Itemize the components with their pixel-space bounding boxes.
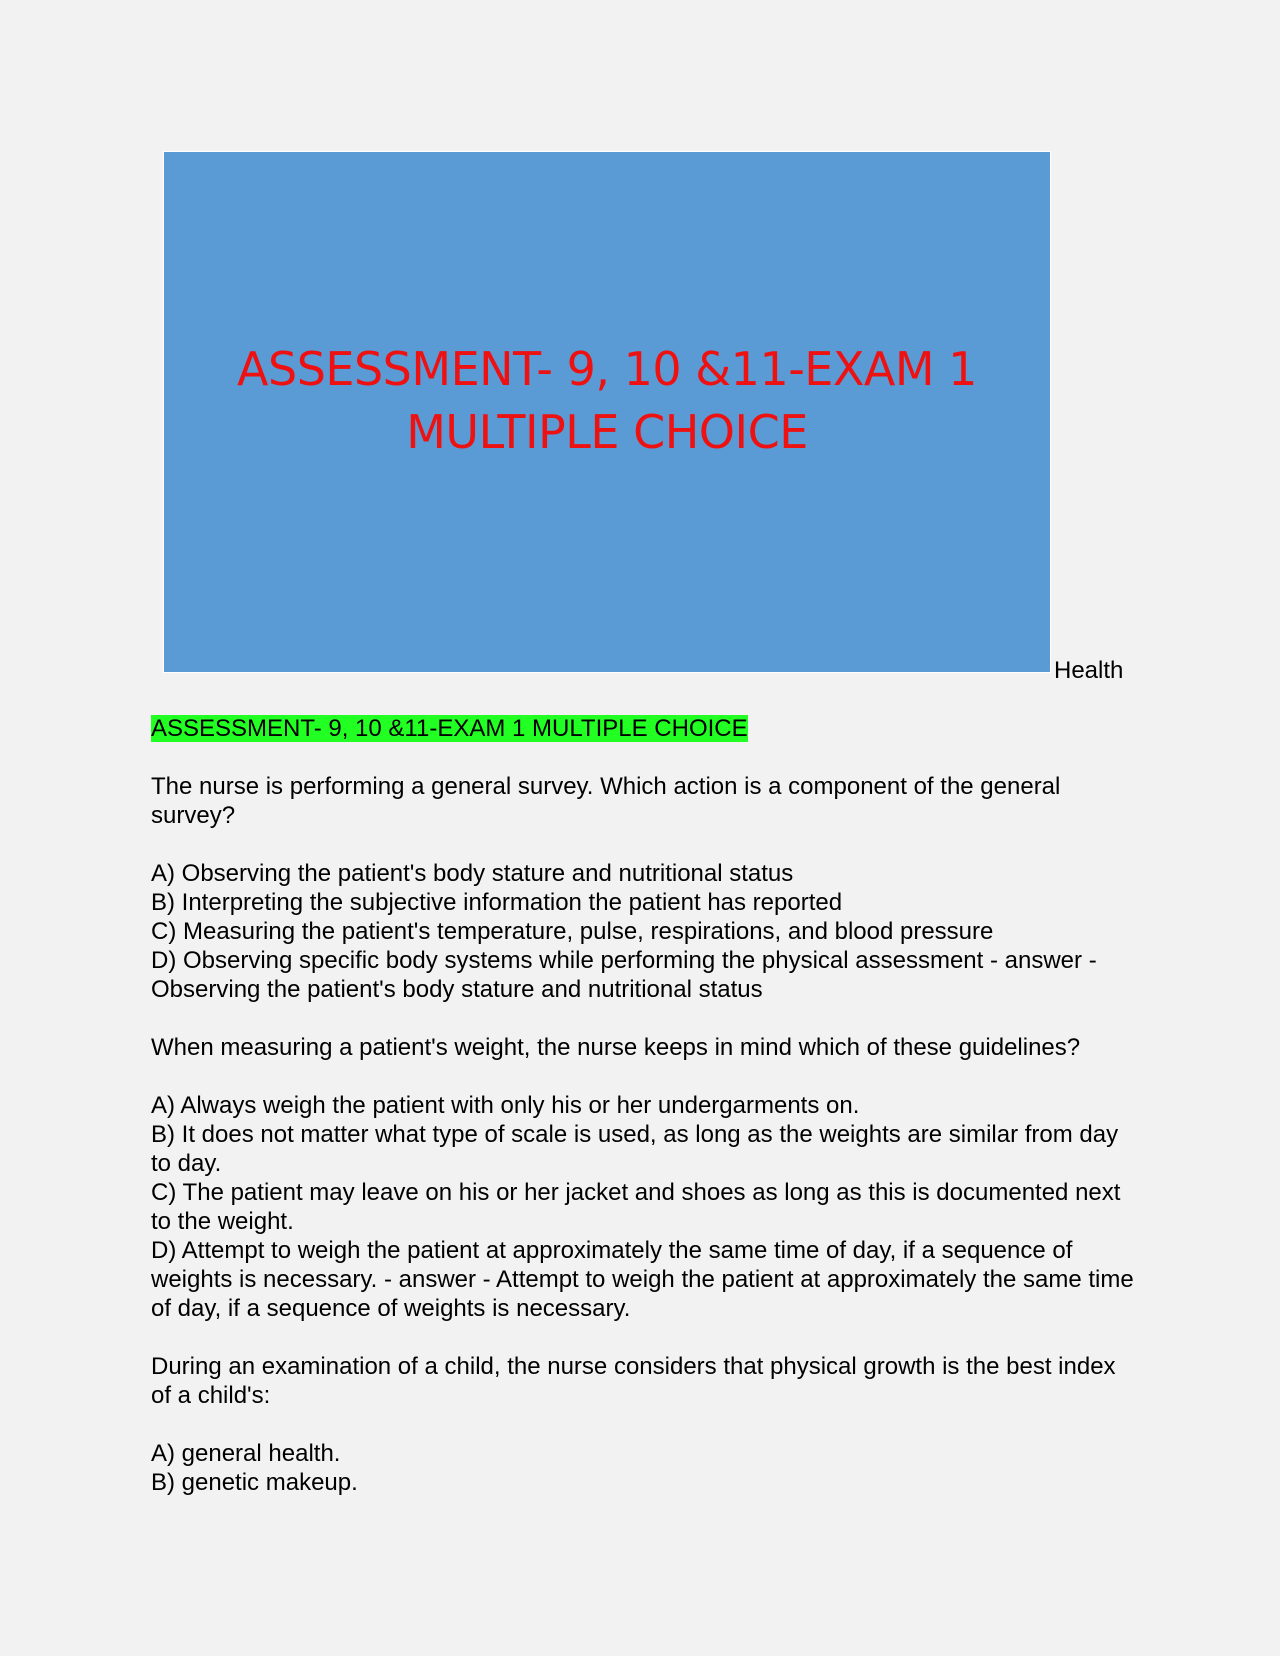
question-2: When measuring a patient's weight, the nurse keeps in mind which of these guidelines?	[151, 1034, 1081, 1061]
document-heading	[151, 714, 1141, 743]
cover-title-line-2: MULTIPLE CHOICE	[406, 405, 808, 459]
question-3: During an examination of a child, the nurse considers that physical growth is the best index of a child's:	[151, 1353, 1116, 1409]
question-3-option-b: B) genetic makeup.	[151, 1469, 358, 1496]
category-label: Health	[1054, 657, 1124, 684]
cover-title-line-1: ASSESSMENT- 9, 10 &11-EXAM 1	[237, 342, 977, 396]
question-1-option-a: A) Observing the patient's body stature and nutritional status	[151, 860, 794, 887]
question-1-option-d: D) Observing specific body systems while performing the physical assessment - answer - Observing the patient's body stature and nutritional status	[151, 947, 1097, 1003]
cover-banner	[163, 151, 1051, 673]
question-1-option-c: C) Measuring the patient's temperature, pulse, respirations, and blood pressure	[151, 918, 994, 945]
highlighted-heading: ASSESSMENT- 9, 10 &11-EXAM 1 MULTIPLE CHOICE	[151, 715, 748, 742]
question-2-option-c: C) The patient may leave on his or her jacket and shoes as long as this is documented next to the weight.	[151, 1179, 1121, 1235]
document-body	[151, 714, 1141, 1497]
question-2-option-d: D) Attempt to weigh the patient at approximately the same time of day, if a sequence of weights is necessary. - answer - Attempt to weigh the patient at approximately the same time of day, if a sequence of weights is necessary.	[151, 1237, 1134, 1322]
question-3-option-a: A) general health.	[151, 1440, 341, 1467]
question-1: The nurse is performing a general survey. Which action is a component of the general survey?	[151, 773, 1061, 829]
question-2-option-a: A) Always weigh the patient with only his or her undergarments on.	[151, 1092, 860, 1119]
question-1-option-b: B) Interpreting the subjective information the patient has reported	[151, 889, 843, 916]
cover-title	[237, 338, 977, 464]
question-2-option-b: B) It does not matter what type of scale is used, as long as the weights are similar from day to day.	[151, 1121, 1119, 1177]
